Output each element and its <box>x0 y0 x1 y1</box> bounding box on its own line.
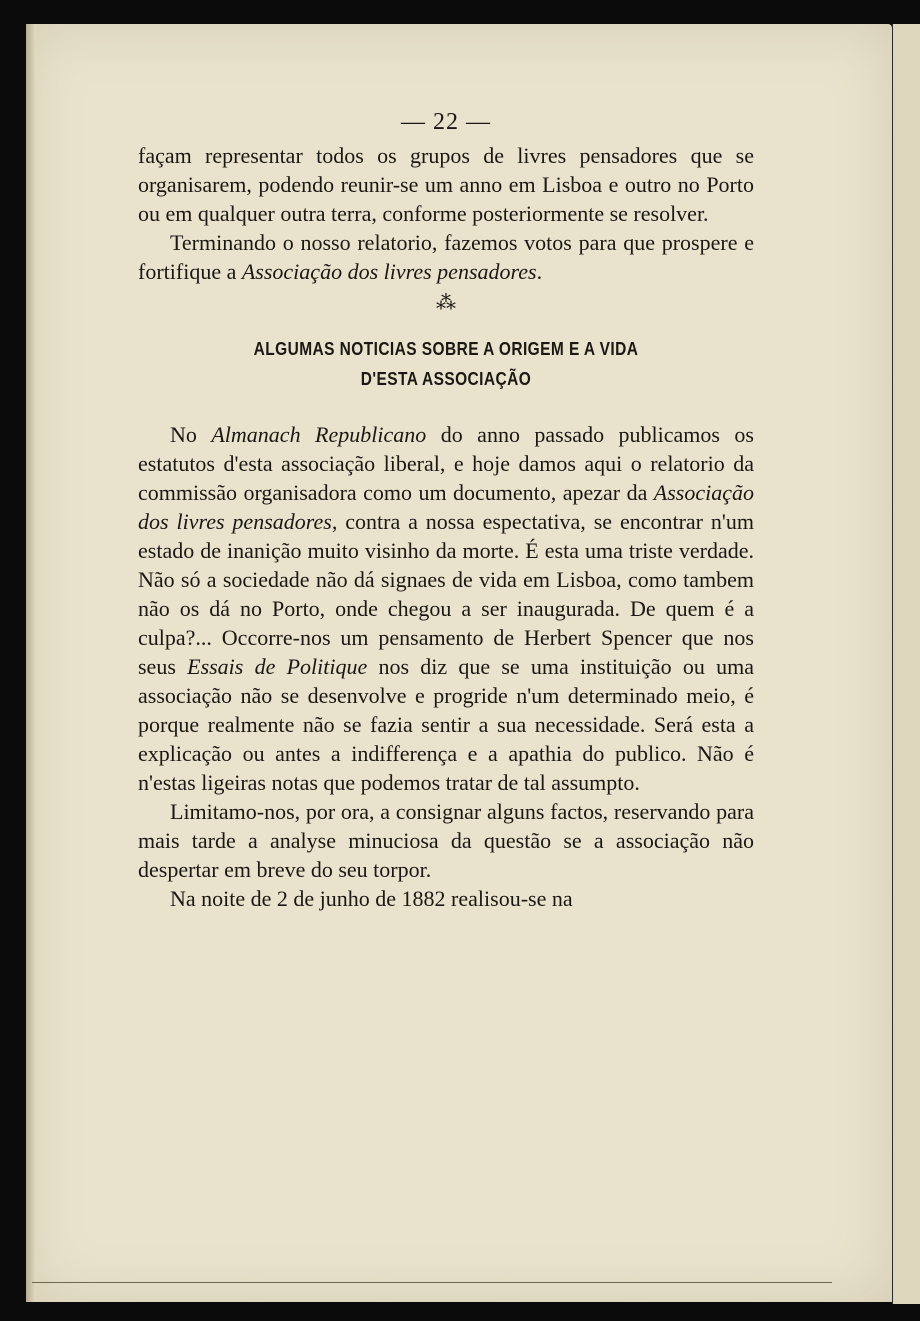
paragraph-text: nos diz que se uma instituição ou uma associação não se desenvolve e progride n'um determinado meio, é porque realmente não se fazia sentir a sua necessidade. Será esta a explicação ou antes a indifferença e a apathia do publico. Não é n'estas ligeiras notas que podemos tratar de tal assumpto. <box>138 654 755 795</box>
page-text <box>138 108 754 913</box>
paragraph-text: . <box>536 259 543 284</box>
section-title <box>181 334 711 394</box>
section-title-line: D'ESTA ASSOCIAÇÃO <box>360 369 532 389</box>
page-number: — 22 — <box>401 109 491 135</box>
paragraph-closing <box>138 228 754 286</box>
page-binding-shadow <box>26 24 36 1302</box>
paragraph-last: Na noite de 2 de junho de 1882 realisou-se na <box>170 886 573 911</box>
paragraph-text: No <box>170 422 212 447</box>
italic-almanach-title: Almanach Republicano <box>211 422 427 447</box>
paragraph-continued: façam representar todos os grupos de livres pensadores que se organisarem, podendo reunir-se um anno em Lisboa e outro no Porto ou em qualquer outra terra, conforme posteriormente se resolver. <box>138 143 754 226</box>
paragraph-facts: Limitamo-nos, por ora, a consignar alguns factos, reservando para mais tarde a analyse minuciosa da questão se a associação não despertar em breve do seu torpor. <box>138 799 754 882</box>
italic-book-title: Essais de Politique <box>187 654 368 679</box>
section-title-line: ALGUMAS NOTICIAS SOBRE A ORIGEM E A VIDA <box>253 339 639 359</box>
paragraph-text: , contra a nossa espectativa, se encontrar n'um estado de inanição muito visinho da morte. É esta uma triste verdade. Não só a sociedade não dá signaes de vida em Lisboa, como tambem não os dá no Porto, onde chegou a ser inaugurada. De quem é a culpa?... Occorre-nos um pensamento de Herbert Spencer que nos seus <box>138 509 754 679</box>
paragraph-text: do anno passado publicamos os estatutos d'esta associação liberal, e hoje damos aqui o relatorio da commissão organisadora como um documento, apezar da <box>138 422 754 505</box>
paragraph-main <box>138 420 754 797</box>
bottom-rule <box>32 1282 832 1283</box>
italic-association-name: Associação dos livres pensadores <box>241 259 537 284</box>
paragraph-text: Terminando o nosso relatorio, fazemos votos para que prospere e fortifique a <box>138 230 754 284</box>
asterism-divider: ⁂ <box>436 292 456 314</box>
adjacent-page-edge <box>892 24 920 1304</box>
italic-association-name: Associação dos livres pensadores <box>138 480 754 534</box>
